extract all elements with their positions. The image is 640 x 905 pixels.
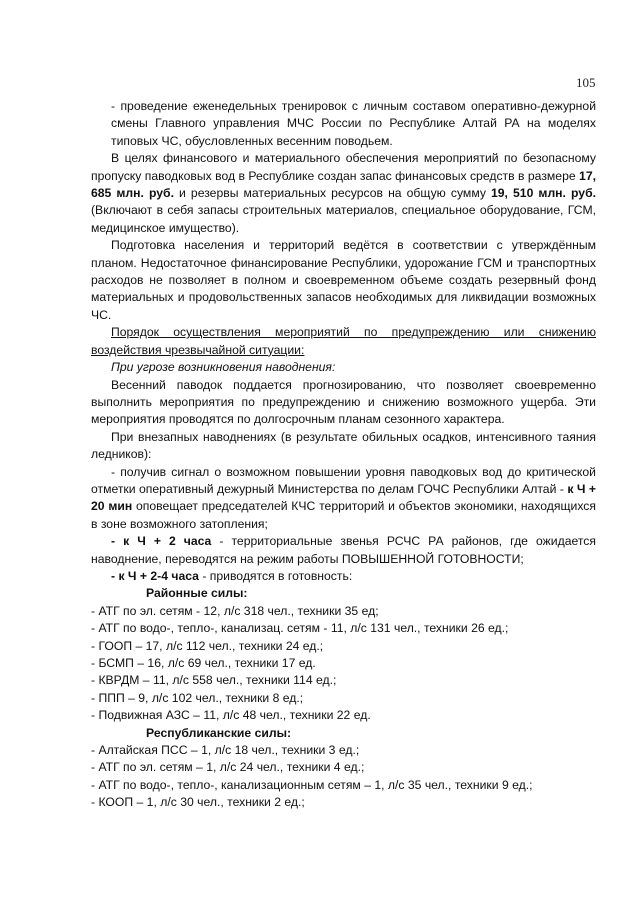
list-item: - КВРДМ – 11, л/с 558 чел., техники 114 ед.; (91, 673, 337, 688)
list-item: - КООП – 1, л/с 30 чел., техники 2 ед.; (91, 795, 305, 810)
republic-forces-list (91, 742, 596, 812)
time-marker: к Ч + 20 мин (91, 481, 596, 514)
list-item: - АТГ по водо-, тепло-, канализац. сетям - 11, л/с 131 чел., техники 26 ед.; (91, 621, 509, 636)
paragraph-spring-flood: Весенний паводок поддается прогнозированию, что позволяет своевременно выполнить мероприятия по предупреждению и снижению возможного ущерба. Эти мероприятия проводятся по долгосрочным планам сезонного характера. (91, 377, 596, 427)
amount-reserves: 19, 510 млн. руб. (491, 186, 596, 201)
text-run: (Включают в себя запасы строительных материалов, специальное оборудование, ГСМ, медицинское имущество). (91, 203, 596, 235)
list-item: - ГООП – 17, л/с 112 чел., техники 24 ед.; (91, 638, 324, 653)
paragraph-two-hours (91, 533, 596, 568)
text-run: - приводятся в готовность: (198, 568, 353, 583)
paragraph-signal (91, 464, 596, 534)
text-run: - территориальные звенья РСЧС РА районов, где ожидается наводнение, переводятся на режим работы ПОВЫШЕННОЙ ГОТОВНОСТИ; (91, 534, 596, 566)
text-run: оповещает председателей КЧС территорий и объектов экономики, находящихся в зоне возможного затопления; (91, 499, 596, 531)
list-item: - ППП – 9, л/с 102 чел., техники 8 ед.; (91, 690, 304, 705)
list-item: - БСМП – 16, л/с 69 чел., техники 17 ед. (91, 656, 316, 670)
time-marker: - к Ч + 2-4 часа (111, 568, 199, 583)
list-item: - АТГ по эл. сетям - 12, л/с 318 чел., техники 35 ед; (91, 603, 379, 618)
list-item: - АТГ по водо-, тепло-, канализационным сетям – 1, л/с 35 чел., техники 9 ед.; (91, 777, 533, 792)
district-forces-title: Районные силы: (146, 586, 248, 601)
paragraph-training: - проведение еженедельных тренировок с личным составом оперативно-дежурной смены Главного управления МЧС России по Республике Алтай РА на моделях типовых ЧС, обусловленных весенним поводьем. (111, 99, 596, 148)
list-item: - Алтайская ПСС – 1, л/с 18 чел., техники 3 ед.; (91, 743, 360, 758)
list-item: - Подвижная АЗС – 11, л/с 48 чел., техники 22 ед. (91, 708, 371, 723)
heading-order: Порядок осуществления мероприятий по предупреждению или снижению воздействия чрезвычайной ситуации: (91, 325, 596, 357)
list-item: - АТГ по эл. сетям – 1, л/с 24 чел., техники 4 ед.; (91, 760, 365, 775)
paragraph-sudden-floods: При внезапных наводнениях (в результате обильных осадков, интенсивного таяния ледников): (91, 429, 596, 462)
text-run: В целях финансового и материального обеспечения мероприятий по безопасному пропуску паводковых вод в Республике создан запас финансовых средств в размере (91, 151, 596, 183)
page-number: 105 (576, 75, 596, 90)
paragraph-finance (91, 150, 596, 237)
page-content (91, 98, 596, 812)
amount-finance: 17, 685 млн. руб. (91, 168, 596, 201)
district-forces-list (91, 603, 596, 725)
paragraph-two-four-hours (91, 568, 596, 585)
heading-threat: При угрозе возникновения наводнения: (111, 360, 336, 375)
time-marker: - к Ч + 2 часа (111, 534, 212, 549)
republic-forces-title: Республиканские силы: (146, 725, 292, 740)
text-run: - получив сигнал о возможном повышении уровня паводковых вод до критической отметки оперативный дежурный Министерства по делам ГОЧС Республики Алтай - (91, 464, 596, 496)
paragraph-preparation: Подготовка населения и территорий ведётся в соответствии с утверждённым планом. Недостаточное финансирование Республики, удорожание ГСМ и транспортных расходов не позволяет в полном и своевременном объеме создать резервный фонд материальных и продовольственных запасов необходимых для ликвидации возможных ЧС. (91, 238, 596, 322)
text-run: и резервы материальных ресурсов на общую сумму (173, 186, 491, 201)
